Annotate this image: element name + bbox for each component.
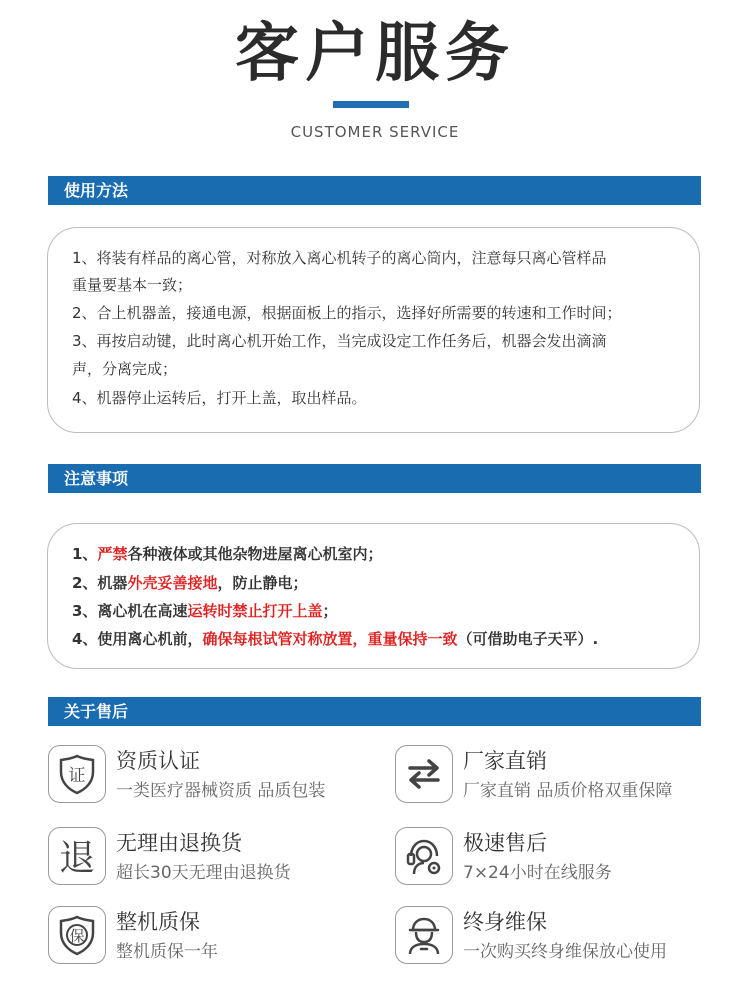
- notes-heading: 注意事项: [64, 469, 129, 488]
- after-sales-heading-bar: [48, 697, 701, 726]
- svg-text:退: 退: [58, 838, 96, 878]
- usage-line: 2、合上机器盖，接通电源，根据面板上的指示，选择好所需要的转速和工作时间；: [72, 304, 622, 322]
- feature-fast-service: [395, 827, 725, 889]
- warranty-shield-icon: [48, 906, 106, 964]
- note-line: 2、机器外壳妥善接地，防止静电；: [72, 574, 308, 592]
- page-title: 客户服务: [235, 17, 515, 91]
- feature-title: 终身维保: [463, 910, 547, 934]
- usage-line: 声，分离完成；: [72, 360, 178, 378]
- svg-text:保: 保: [69, 927, 85, 945]
- feature-desc: 超长30天无理由退换货: [116, 863, 291, 883]
- feature-returns: [48, 827, 378, 889]
- feature-desc: 一类医疗器械资质 品质包装: [116, 781, 326, 801]
- page-subtitle: CUSTOMER SERVICE: [290, 123, 460, 141]
- feature-desc: 一次购买终身维保放心使用: [463, 942, 667, 962]
- feature-title: 厂家直销: [463, 749, 547, 773]
- after-sales-heading: 关于售后: [64, 702, 129, 721]
- feature-desc: 厂家直销 品质价格双重保障: [463, 781, 673, 801]
- title-underline: [333, 101, 409, 108]
- exchange-arrows-icon: [395, 745, 453, 803]
- usage-heading-bar: [48, 176, 701, 205]
- lifetime-maintenance-worker-icon: [395, 906, 453, 964]
- usage-heading: 使用方法: [64, 181, 129, 200]
- usage-line: 重量要基本一致；: [72, 276, 193, 294]
- usage-line: 1、将装有样品的离心管，对称放入离心机转子的离心筒内，注意每只离心管样品: [72, 249, 607, 267]
- notes-box: [47, 523, 700, 669]
- notes-heading-bar: [48, 464, 701, 493]
- feature-desc: 7×24小时在线服务: [463, 863, 612, 883]
- certificate-badge-icon: [48, 745, 106, 803]
- note-line: 3、离心机在高速运转时禁止打开上盖；: [72, 602, 338, 620]
- svg-text:证: 证: [68, 766, 86, 786]
- usage-line: 4、机器停止运转后，打开上盖，取出样品。: [72, 389, 367, 407]
- feature-title: 无理由退换货: [116, 831, 242, 855]
- usage-line: 3、再按启动键，此时离心机开始工作，当完成设定工作任务后，机器会发出滴滴: [72, 332, 607, 350]
- feature-certification: [48, 745, 378, 807]
- feature-title: 整机质保: [116, 910, 200, 934]
- note-line: 4、使用离心机前，确保每根试管对称放置，重量保持一致（可借助电子天平）.: [72, 630, 599, 648]
- customer-service-headset-icon: [395, 827, 453, 885]
- feature-title: 资质认证: [116, 749, 200, 773]
- feature-desc: 整机质保一年: [116, 942, 218, 962]
- usage-box: [47, 227, 700, 433]
- feature-warranty: [48, 906, 378, 968]
- feature-title: 极速售后: [463, 831, 547, 855]
- return-icon: [48, 827, 106, 885]
- feature-direct-sales: [395, 745, 725, 807]
- feature-lifetime-maintenance: [395, 906, 725, 968]
- note-line: 1、严禁各种液体或其他杂物进屋离心机室内；: [72, 545, 383, 563]
